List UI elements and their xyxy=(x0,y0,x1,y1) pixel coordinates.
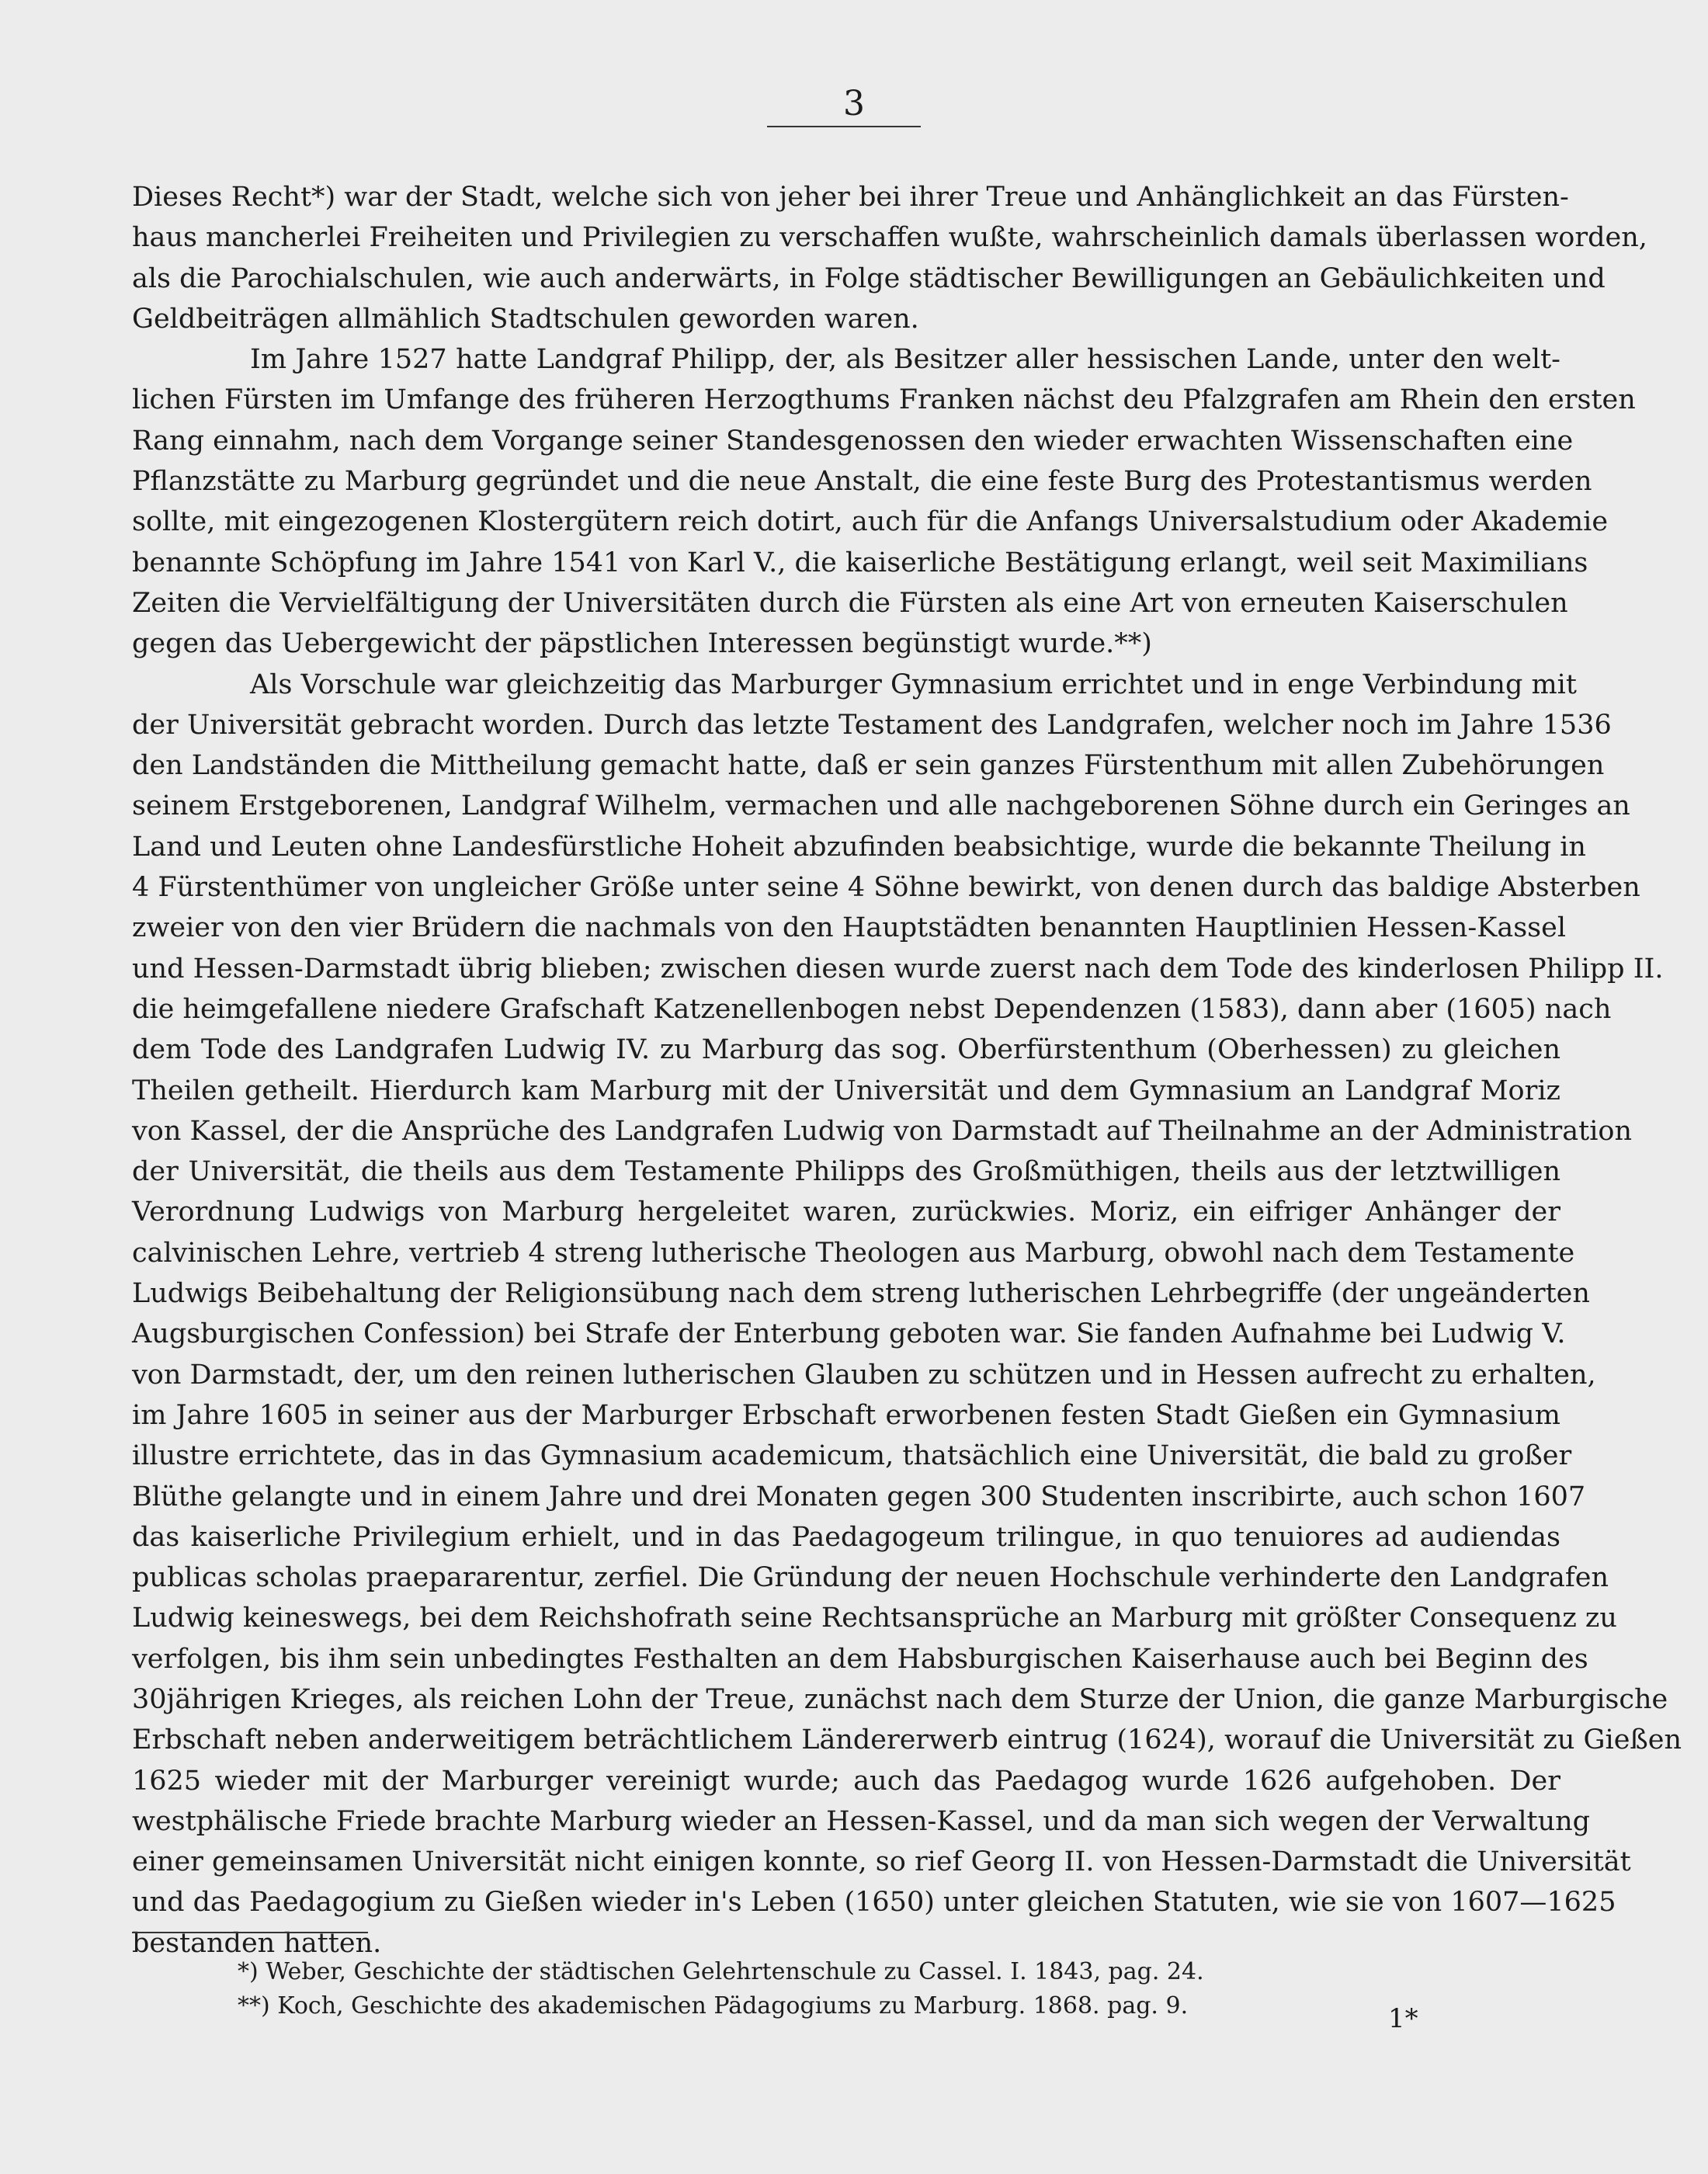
text-line: Blüthe gelangte und in einem Jahre und drei Monaten gegen 300 Studenten inscribirte, auch schon 1607 xyxy=(132,1481,1586,1512)
text-line: calvinischen Lehre, vertrieb 4 streng lutherische Theologen aus Marburg, obwohl nach dem Testamente xyxy=(132,1237,1575,1269)
text-line: Ludwigs Beibehaltung der Religionsübung nach dem streng lutherischen Lehrbegriffe (der ungeänderten xyxy=(132,1278,1590,1310)
text-line: der Universität, die theils aus dem Testamente Philipps des Großmüthigen, theils aus der letztwilligen xyxy=(132,1156,1560,1188)
body-text xyxy=(132,177,1682,1964)
text-line: Im Jahre 1527 hatte Landgraf Philipp, der, als Besitzer aller hessischen Lande, unter den welt- xyxy=(250,344,1560,376)
footnote-rule xyxy=(132,1932,368,1933)
text-line: Als Vorschule war gleichzeitig das Marburger Gymnasium errichtet und in enge Verbindung mit xyxy=(250,669,1577,700)
text-line: dem Tode des Landgrafen Ludwig IV. zu Marburg das sog. Oberfürstenthum (Oberhessen) zu gleichen xyxy=(132,1034,1560,1066)
text-line: publicas scholas praepararentur, zerfiel. Die Gründung der neuen Hochschule verhinderte den Landgrafen xyxy=(132,1562,1609,1594)
text-line: Zeiten die Vervielfältigung der Universitäten durch die Fürsten als eine Art von erneuten Kaiserschulen xyxy=(132,587,1568,619)
text-line: Pflanzstätte zu Marburg gegründet und die neue Anstalt, die eine feste Burg des Protestantismus werden xyxy=(132,466,1592,498)
text-line: der Universität gebracht worden. Durch das letzte Testament des Landgrafen, welcher noch im Jahre 1536 xyxy=(132,709,1612,741)
text-line: illustre errichtete, das in das Gymnasium academicum, thatsächlich eine Universität, die bald zu großer xyxy=(132,1440,1572,1472)
text-line: gegen das Uebergewicht der päpstlichen Interessen begünstigt wurde.**) xyxy=(132,628,1152,660)
page-number-rule xyxy=(767,126,921,127)
text-line: seinem Erstgeborenen, Landgraf Wilhelm, vermachen und alle nachgeborenen Söhne durch ein Geringes an xyxy=(132,790,1630,822)
text-line: verfolgen, bis ihm sein unbedingtes Festhalten an dem Habsburgischen Kaiserhause auch bei Beginn des xyxy=(132,1643,1588,1675)
text-line: Verordnung Ludwigs von Marburg hergeleitet waren, zurückwies. Moriz, ein eifriger Anhänger der xyxy=(132,1196,1560,1228)
text-line: und das Paedagogium zu Gießen wieder in's Leben (1650) unter gleichen Statuten, wie sie von 1607—1625 xyxy=(132,1887,1616,1919)
text-line: das kaiserliche Privilegium erhielt, und in das Paedagogeum trilingue, in quo tenuiores ad audiendas xyxy=(132,1521,1560,1553)
text-line: Geldbeiträgen allmählich Stadtschulen geworden waren. xyxy=(132,303,919,335)
footnotes xyxy=(238,1955,1480,2023)
text-line: im Jahre 1605 in seiner aus der Marburger Erbschaft erworbenen festen Stadt Gießen ein Gymnasium xyxy=(132,1399,1560,1431)
text-line: sollte, mit eingezogenen Klostergütern reich dotirt, auch für die Anfangs Universalstudium oder Akademie xyxy=(132,506,1609,538)
footnote-1: *) Weber, Geschichte der städtischen Gelehrtenschule zu Cassel. I. 1843, pag. 24. xyxy=(238,1958,1204,1985)
page-number: 3 xyxy=(843,84,865,123)
text-line: westphälische Friede brachte Marburg wieder an Hessen-Kassel, und da man sich wegen der Verwaltung xyxy=(132,1805,1591,1837)
text-line: benannte Schöpfung im Jahre 1541 von Karl V., die kaiserliche Bestätigung erlangt, weil seit Maximilians xyxy=(132,547,1588,578)
text-line: und Hessen-Darmstadt übrig blieben; zwischen diesen wurde zuerst nach dem Tode des kinderlosen Philipp II. xyxy=(132,953,1664,985)
text-line: haus mancherlei Freiheiten und Privilegien zu verschaffen wußte, wahrscheinlich damals überlassen worden, xyxy=(132,222,1647,254)
text-line: 30jährigen Krieges, als reichen Lohn der Treue, zunächst nach dem Sturze der Union, die ganze Marburgische xyxy=(132,1683,1668,1715)
signature-mark: 1* xyxy=(1388,2003,1418,2034)
text-line: zweier von den vier Brüdern die nachmals von den Hauptstädten benannten Hauptlinien Hessen-Kassel xyxy=(132,912,1567,944)
text-line: 1625 wieder mit der Marburger vereinigt wurde; auch das Paedagog wurde 1626 aufgehoben. Der xyxy=(132,1765,1560,1797)
text-line: 4 Fürstenthümer von ungleicher Größe unter seine 4 Söhne bewirkt, von denen durch das baldige Absterben xyxy=(132,872,1640,904)
text-line: einer gemeinsamen Universität nicht einigen konnte, so rief Georg II. von Hessen-Darmstadt die Universität xyxy=(132,1846,1631,1878)
text-line: Ludwig keineswegs, bei dem Reichshofrath seine Rechtsansprüche an Marburg mit größter Consequenz zu xyxy=(132,1603,1617,1634)
text-line: die heimgefallene niedere Grafschaft Katzenellenbogen nebst Dependenzen (1583), dann aber (1605) nach xyxy=(132,993,1612,1025)
footnote-2: **) Koch, Geschichte des akademischen Pädagogiums zu Marburg. 1868. pag. 9. xyxy=(238,1992,1189,2019)
text-line: von Darmstadt, der, um den reinen lutherischen Glauben zu schützen und in Hessen aufrecht zu erhalten, xyxy=(132,1359,1596,1391)
text-line: von Kassel, der die Ansprüche des Landgrafen Ludwig von Darmstadt auf Theilnahme an der Administration xyxy=(132,1115,1633,1147)
text-line: Dieses Recht*) war der Stadt, welche sich von jeher bei ihrer Treue und Anhänglichkeit an das Fürsten- xyxy=(132,182,1569,213)
text-line: Augsburgischen Confession) bei Strafe der Enterbung geboten war. Sie fanden Aufnahme bei Ludwig V. xyxy=(132,1318,1566,1350)
text-line: Theilen getheilt. Hierdurch kam Marburg mit der Universität und dem Gymnasium an Landgraf Moriz xyxy=(132,1075,1560,1106)
text-line: Land und Leuten ohne Landesfürstliche Hoheit abzufinden beabsichtige, wurde die bekannte Theilung in xyxy=(132,831,1586,863)
text-line: lichen Fürsten im Umfange des früheren Herzogthums Franken nächst deu Pfalzgrafen am Rhein den ersten xyxy=(132,384,1636,416)
text-line: als die Parochialschulen, wie auch anderwärts, in Folge städtischer Bewilligungen an Gebäulichkeiten und xyxy=(132,262,1606,294)
text-line: bestanden hatten. xyxy=(132,1927,382,1959)
text-line: Erbschaft neben anderweitigem beträchtlichem Ländererwerb eintrug (1624), worauf die Universität zu Gießen xyxy=(132,1724,1682,1756)
text-line: den Landständen die Mittheilung gemacht hatte, daß er sein ganzes Fürstenthum mit allen Zubehörungen xyxy=(132,750,1605,782)
text-line: Rang einnahm, nach dem Vorgange seiner Standesgenossen den wieder erwachten Wissenschaften eine xyxy=(132,425,1574,457)
